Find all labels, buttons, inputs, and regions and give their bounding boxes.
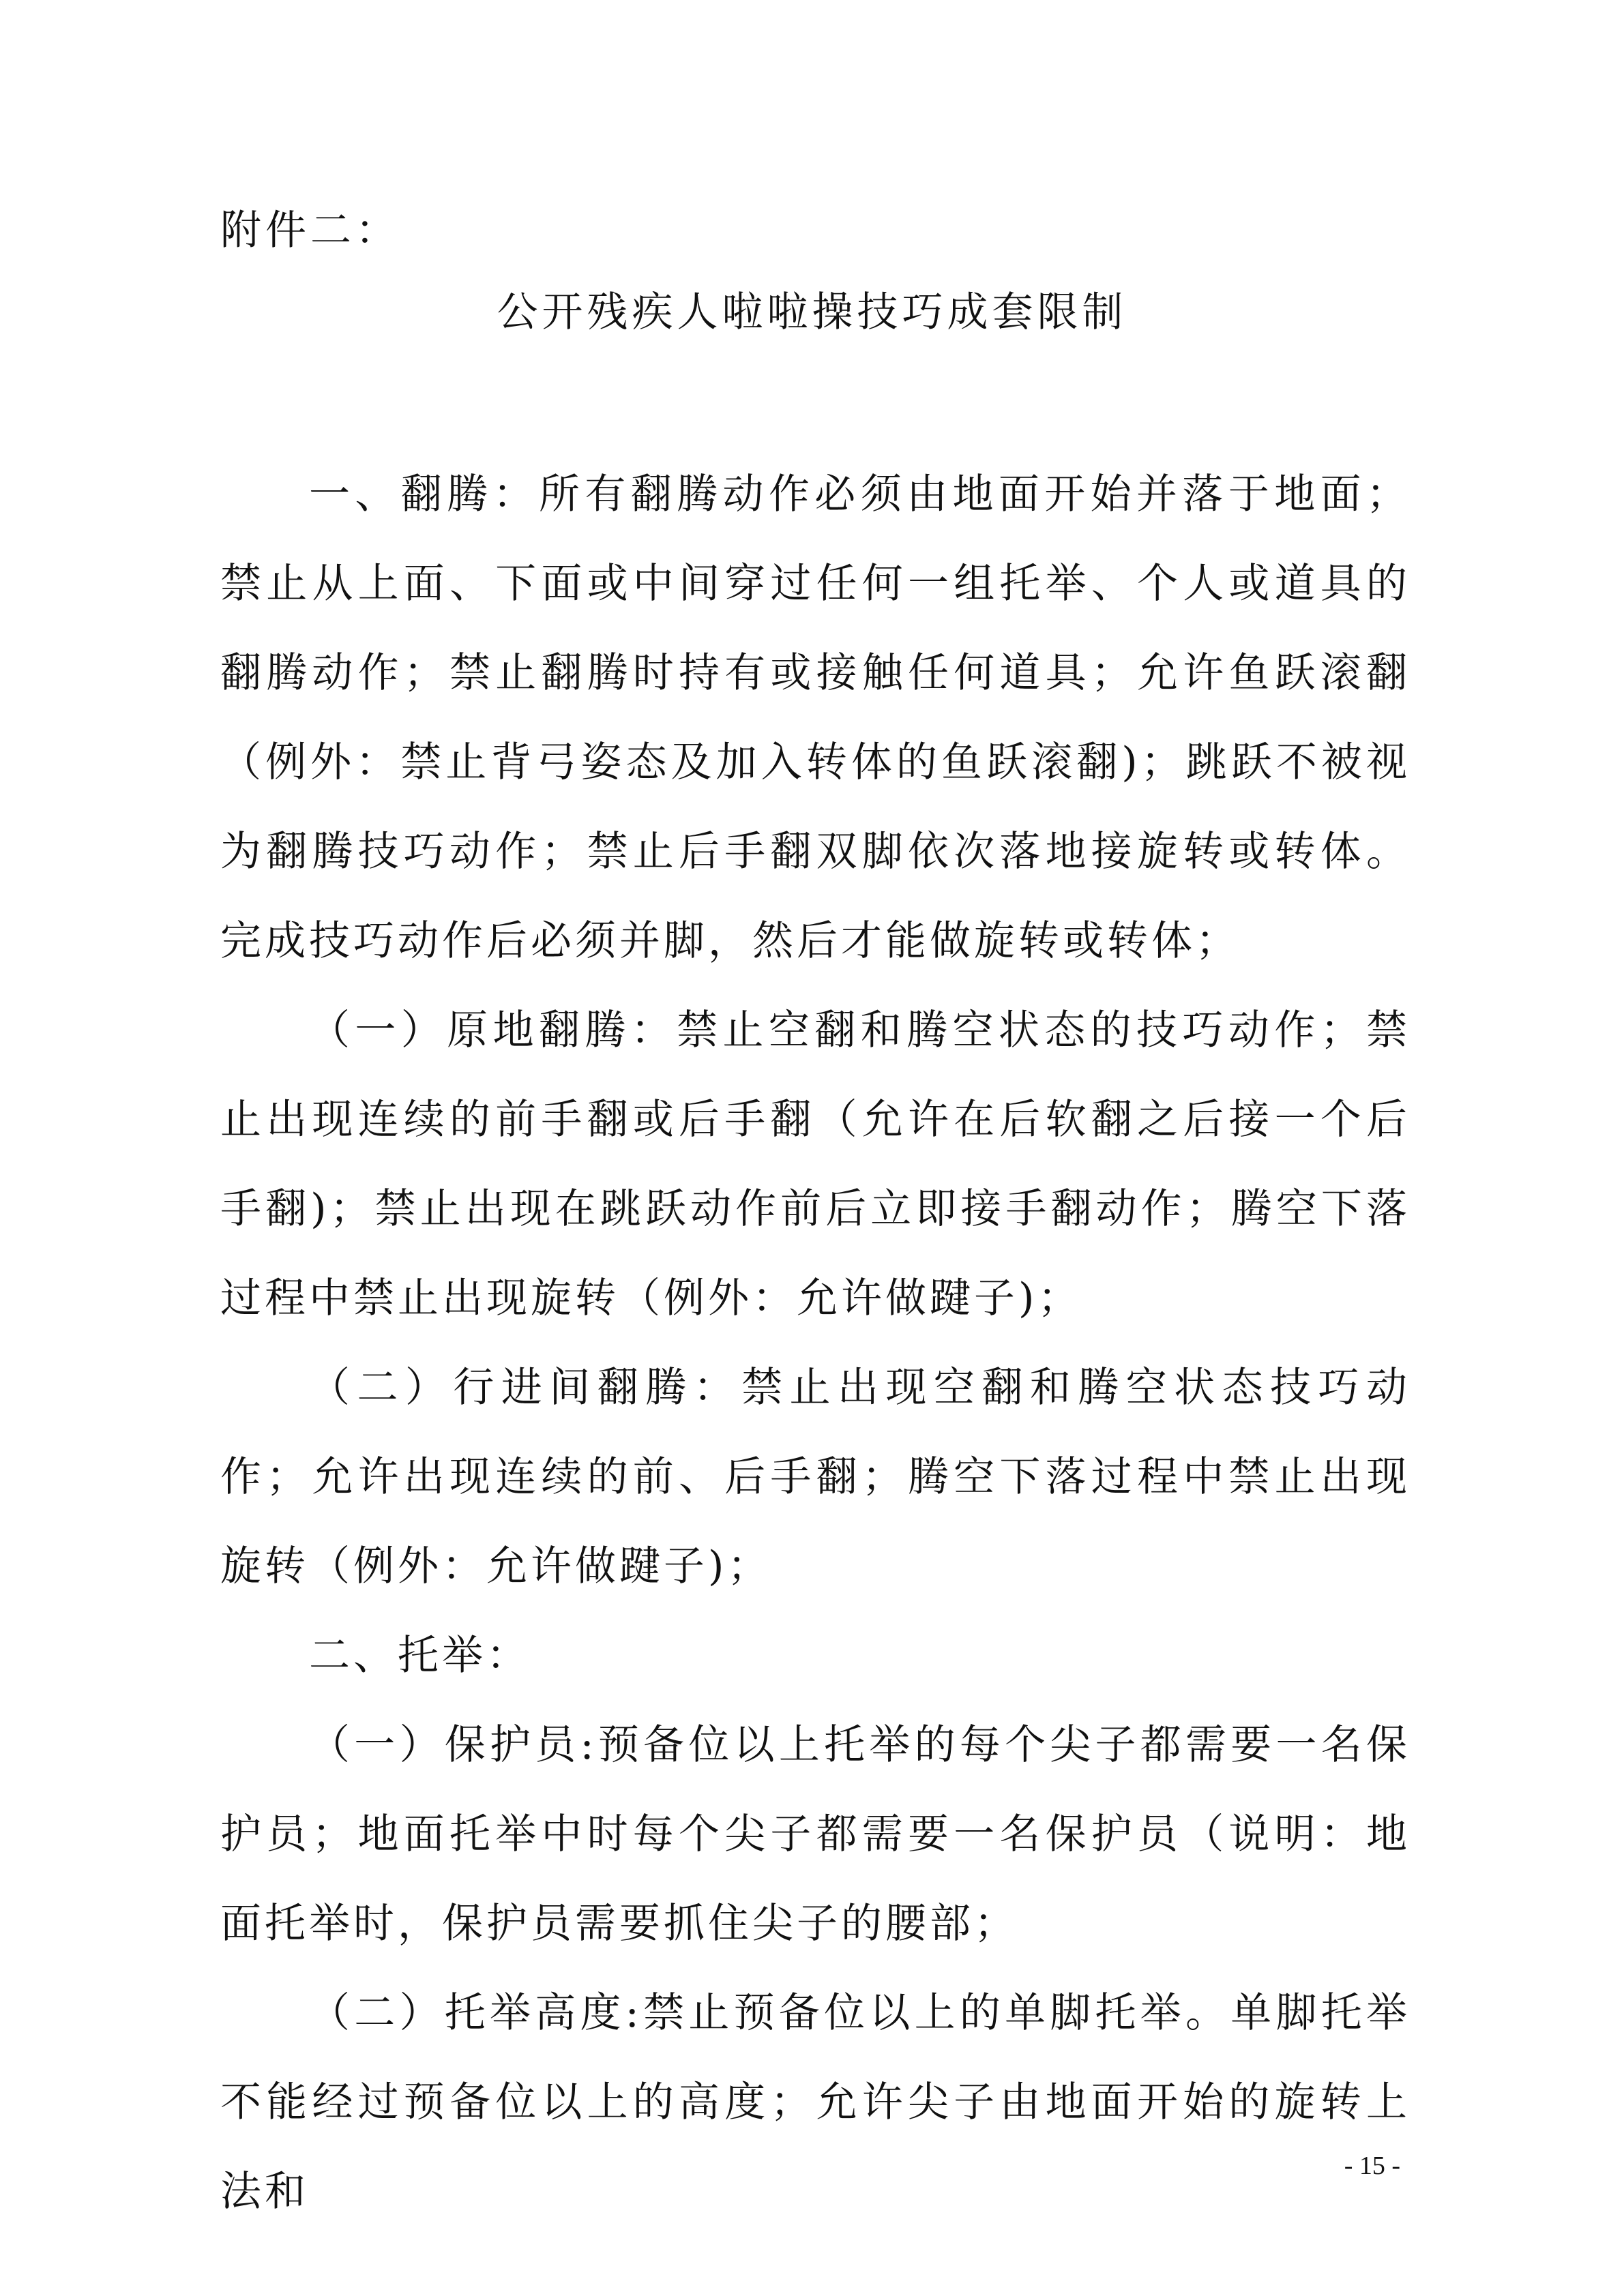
paragraph-standing-tumbling: （一）原地翻腾：禁止空翻和腾空状态的技巧动作；禁止出现连续的前手翻或后手翻（允许在后软翻之后接一个后手翻)；禁止出现在跳跃动作前后立即接手翻动作；腾空下落过程中禁止出现旋转（例外：允许做踺子)；	[220, 1007, 1411, 1322]
annex-label: 附件二：	[220, 207, 400, 254]
paragraph-stunt-height: （二）托举高度:禁止预备位以上的单脚托举。单脚托举不能经过预备位以上的高度；允许尖子由地面开始的旋转上法和	[220, 1989, 1411, 2216]
document-title: 公开残疾人啦啦操技巧成套限制	[497, 288, 1127, 336]
paragraph-spotters: （一）保护员:预备位以上托举的每个尖子都需要一名保护员；地面托举中时每个尖子都需要一名保护员（说明：地面托举时，保护员需要抓住尖子的腰部；	[220, 1721, 1411, 1948]
paragraph-running-tumbling: （二）行进间翻腾：禁止出现空翻和腾空状态技巧动作；允许出现连续的前、后手翻；腾空下落过程中禁止出现旋转（例外：允许做踺子)；	[220, 1364, 1411, 1590]
paragraph-tumbling: 一、翻腾：所有翻腾动作必须由地面开始并落于地面；禁止从上面、下面或中间穿过任何一组托举、个人或道具的翻腾动作；禁止翻腾时持有或接触任何道具；允许鱼跃滚翻（例外：禁止背弓姿态及加入转体的鱼跃滚翻)；跳跃不被视为翻腾技巧动作；禁止后手翻双脚依次落地接旋转或转体。完成技巧动作后必须并脚，然后才能做旋转或转体；	[220, 471, 1411, 965]
page-number: - 15 -	[1344, 2151, 1400, 2180]
document-body	[220, 450, 1411, 2237]
paragraph-stunts-heading: 二、托举：	[309, 1632, 531, 1680]
